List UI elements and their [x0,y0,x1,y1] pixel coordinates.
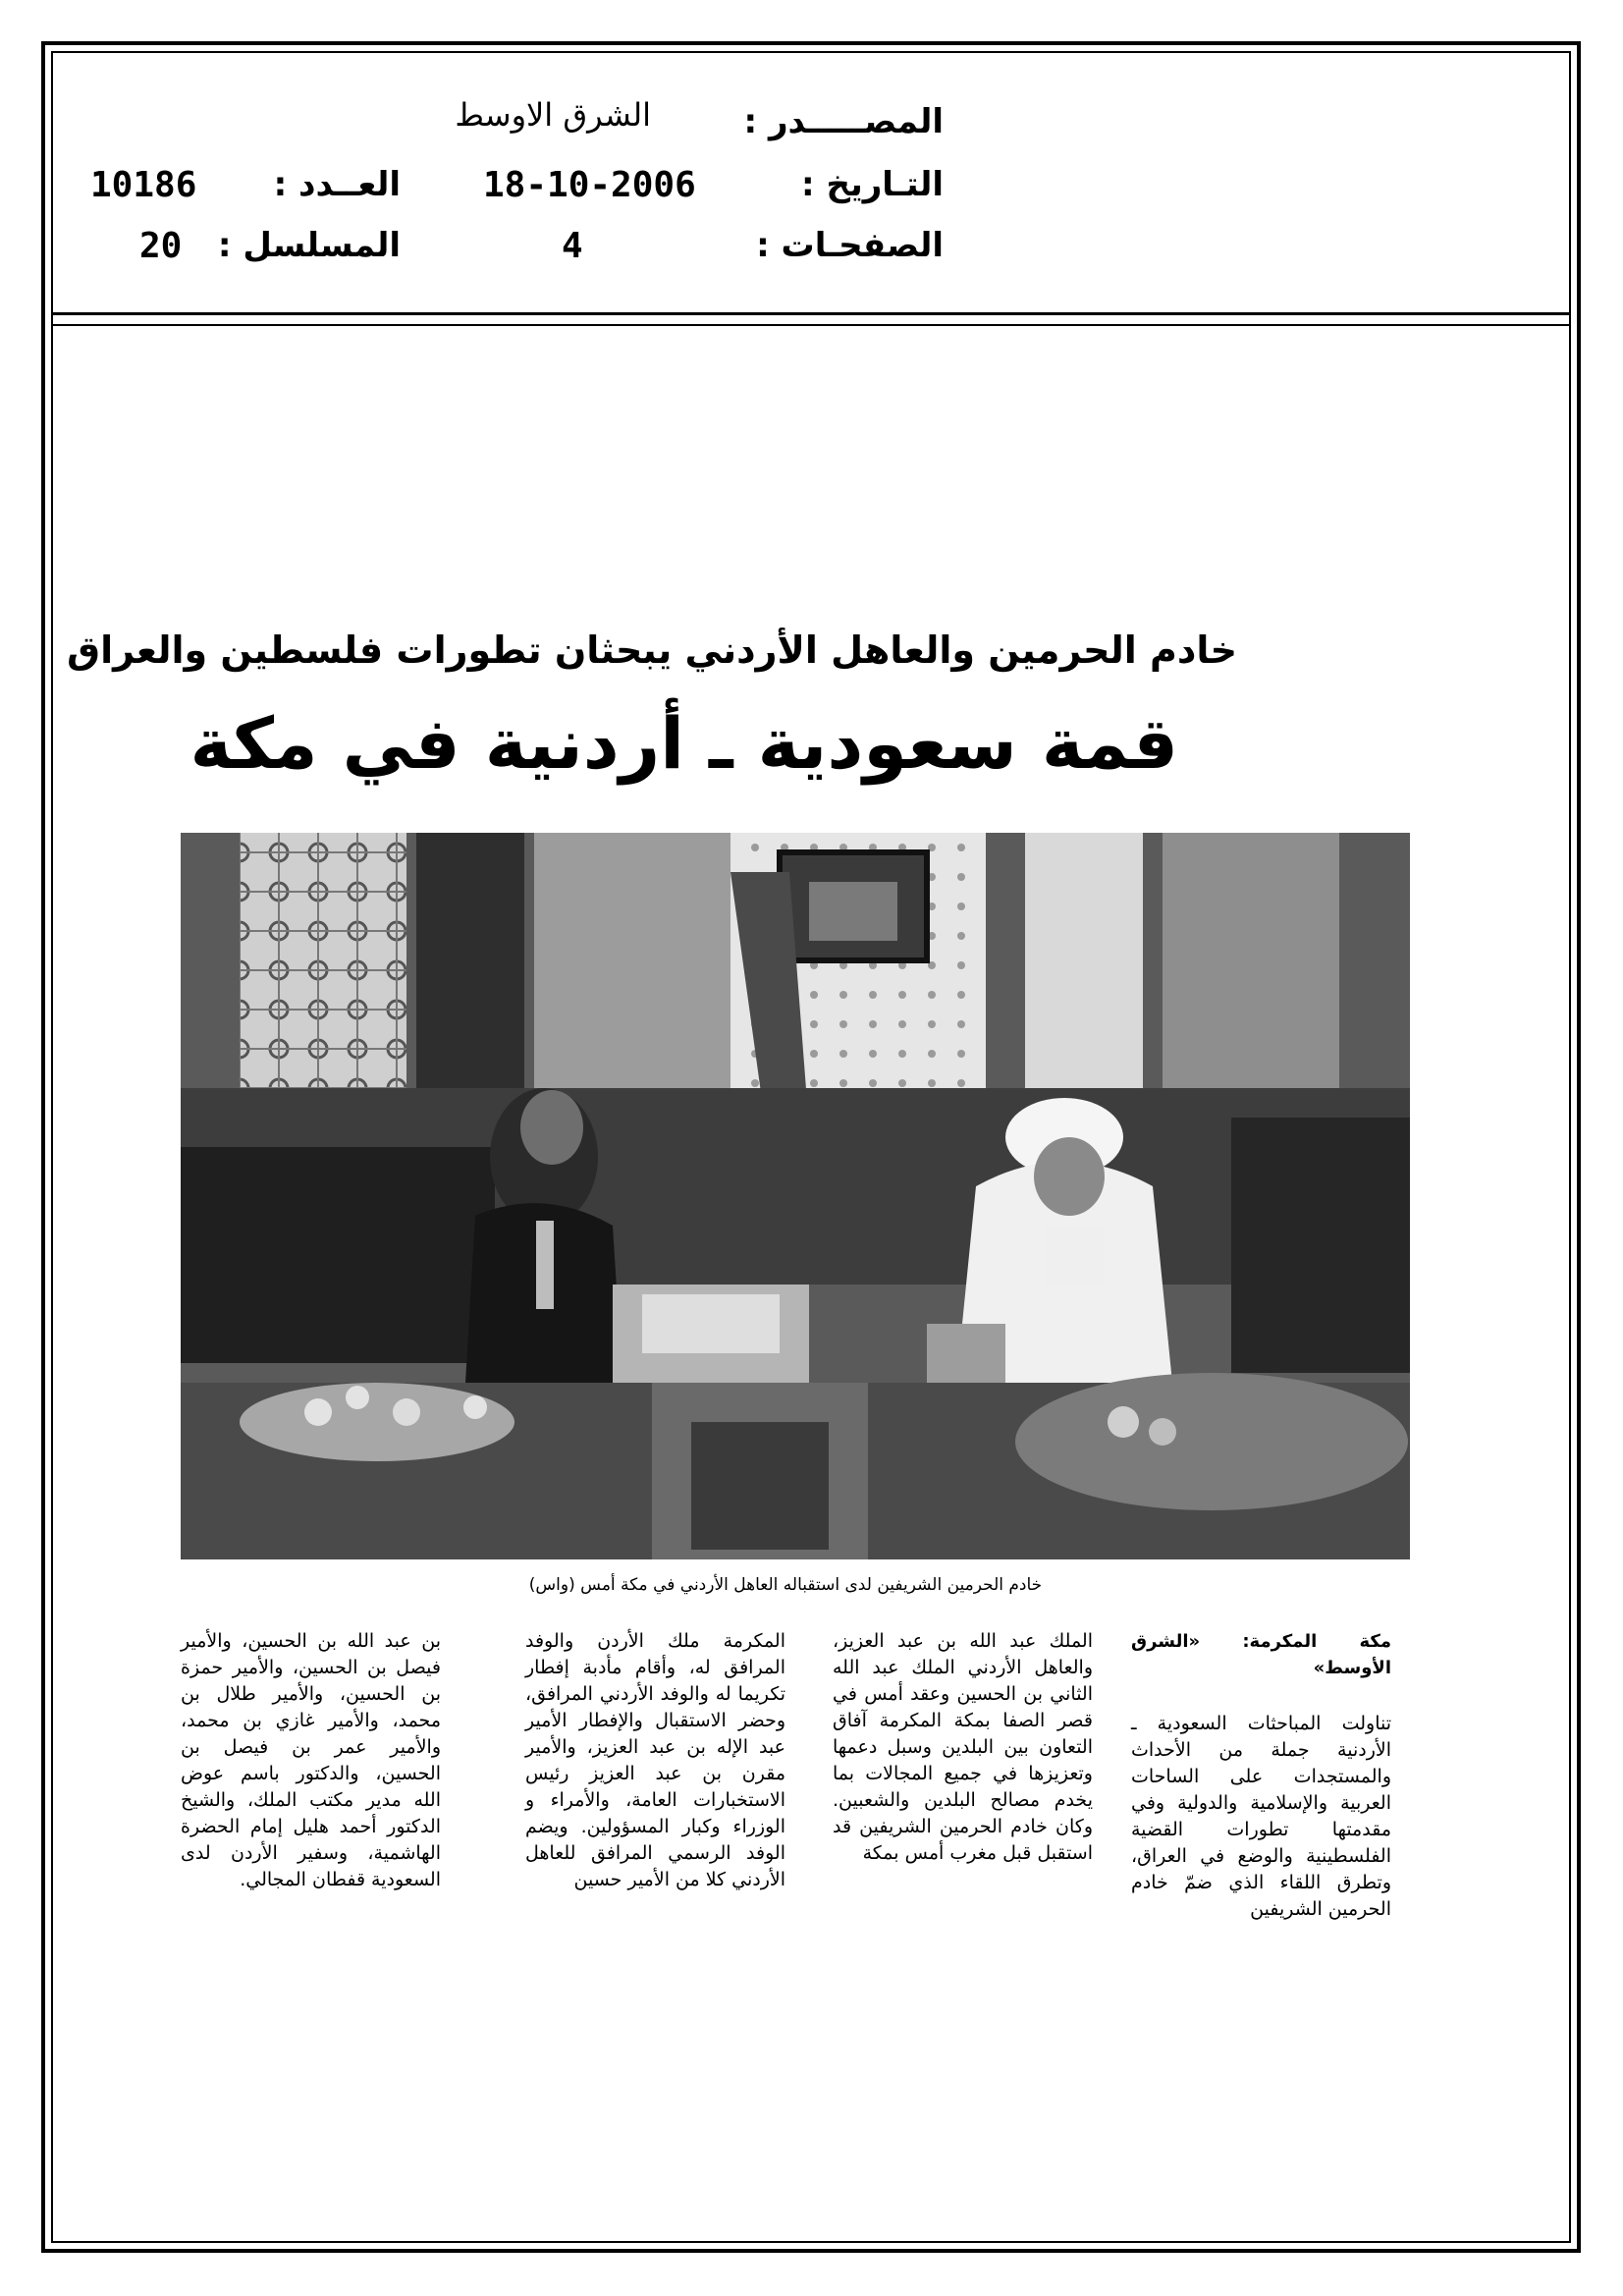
article-title: قمة سعودية ـ أردنية في مكة [189,702,1178,785]
pages-label: الصفحـات : [756,226,944,265]
article-column-1 [1131,1628,1391,1923]
article-column-text: الملك عبد الله بن عبد العزيز، والعاهل الأردني الملك عبد الله الثاني بن الحسين وعقد أمس في قصر الصفا بمكة المكرمة آفاق التعاون بين البلدين وسبل دعمها وتعزيزها في جميع المجالات بما يخدم مصالح البلدين والشعبين. وكان خادم الحرمين الشريفين قد استقبل قبل مغرب أمس بمكة [833,1630,1093,1864]
article-column-text: بن عبد الله بن الحسين، والأمير فيصل بن الحسين، والأمير حمزة بن الحسين، والأمير طلال بن محمد، والأمير غازي بن محمد، والأمير عمر بن فيصل بن الحسين، والدكتور باسم عوض الله مدير مكتب الملك، والشيخ الدكتور أحمد هليل إمام الحضرة الهاشمية، وسفير الأردن لدى السعودية قفطان المجالي. [181,1630,441,1890]
date-label: التـاريخ : [801,165,944,204]
article-column-3 [525,1628,785,1893]
article-subtitle: خادم الحرمين والعاهل الأردني يبحثان تطورات فلسطين والعراق [67,629,1237,672]
header-divider [51,312,1571,315]
issue-label: العــدد : [273,165,401,204]
date-value: 18-10-2006 [483,165,696,205]
article-photo [181,833,1410,1559]
serial-value: 20 [139,226,183,266]
pages-value: 4 [562,226,583,266]
issue-value: 10186 [90,165,197,205]
source-value: الشرق الاوسط [455,96,651,134]
source-label: المصـــــدر : [743,102,944,141]
serial-label: المسلسل : [217,226,401,265]
header-divider-double [51,324,1571,326]
article-column-text: المكرمة ملك الأردن والوفد المرافق له، وأقام مأدبة إفطار تكريما له والوفد الأردني المرافق، وحضر الاستقبال والإفطار الأمير عبد الإله بن عبد العزيز، والأمير مقرن بن عبد العزيز رئيس الاستخبارات العامة، والأمراء و الوزراء وكبار المسؤولين. ويضم الوفد الرسمي المرافق للعاهل الأردني كلا من الأمير حسين [525,1630,785,1890]
article-column-4 [181,1628,441,1893]
article-dateline: مكة المكرمة: «الشرق الأوسط» [1131,1631,1391,1678]
article-column-text: تناولت المباحثات السعودية ـ الأردنية جملة من الأحداث والمستجدات على الساحات العربية والإسلامية والدولية وفي مقدمتها تطورات القضية الفلسطينية والوضع في العراق، وتطرق اللقاء الذي ضمّ خادم الحرمين الشريفين [1131,1713,1391,1920]
photo-illustration [181,833,1410,1559]
article-column-2 [833,1628,1093,1867]
photo-caption: خادم الحرمين الشريفين لدى استقباله العاهل الأردني في مكة أمس (واس) [528,1575,1043,1595]
